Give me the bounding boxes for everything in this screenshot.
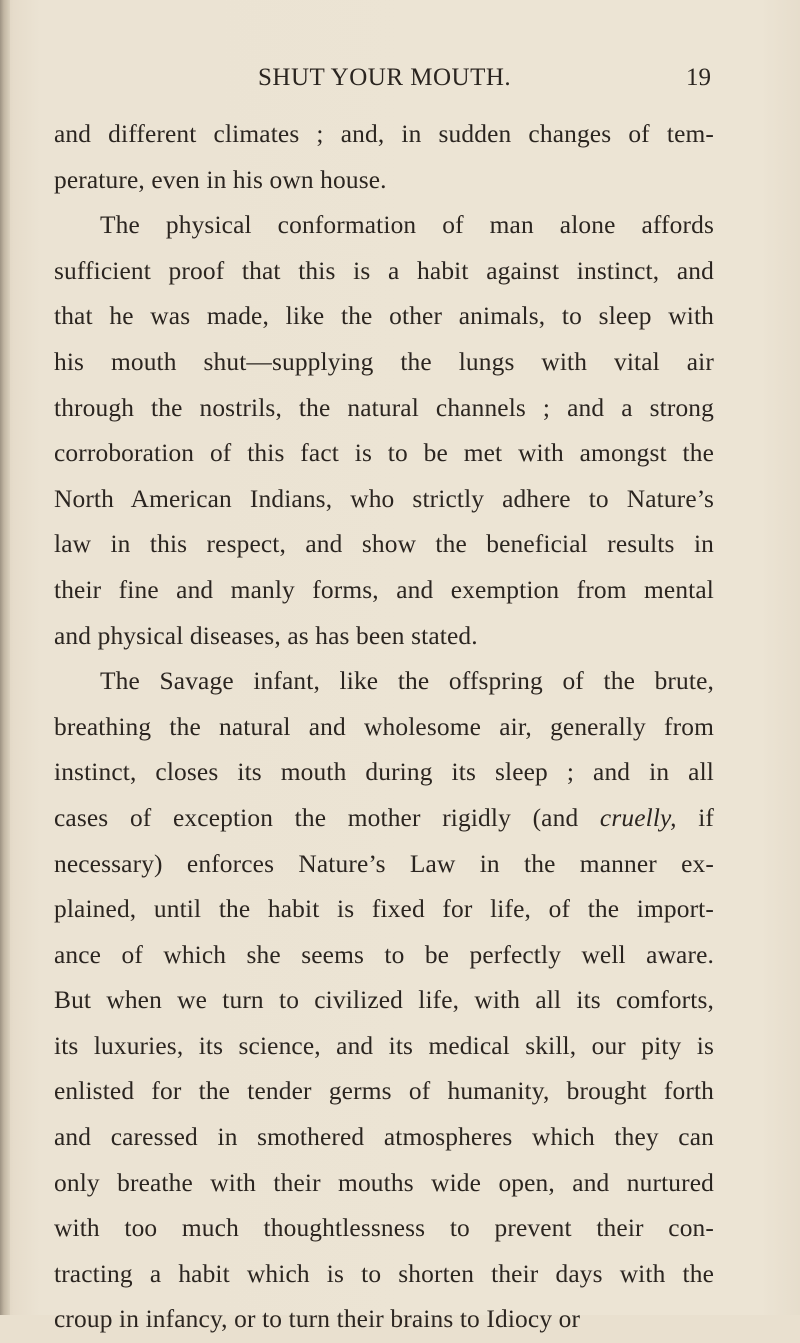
text-line: tracting a habit which is to shorten their days with the (54, 1259, 714, 1288)
text-line: with too much thoughtlessness to prevent their con- (54, 1214, 714, 1243)
text-line: croup in infancy, or to turn their brains to Idiocy or (54, 1305, 581, 1334)
text-line: that he was made, like the other animals, to sleep with (54, 302, 714, 331)
page-number: 19 (686, 64, 711, 91)
text-line: But when we turn to civilized life, with all its comforts, (54, 986, 714, 1015)
body-text (54, 112, 714, 1343)
text-line: their fine and manly forms, and exemption from mental (54, 575, 714, 604)
text-line: and caressed in smothered atmospheres which they can (54, 1123, 714, 1152)
text-line-tail: if (698, 803, 714, 832)
italic-emphasis: cruelly, (599, 803, 677, 832)
text-line: sufficient proof that this is a habit against instinct, and (54, 256, 714, 285)
text-line: instinct, closes its mouth during its sleep ; and in all (54, 758, 714, 787)
text-line: plained, until the habit is fixed for life, of the import- (54, 895, 714, 924)
binding-edge (0, 0, 10, 1315)
text-line: necessary) enforces Nature’s Law in the manner ex- (54, 849, 714, 878)
text-line-lead: cases of exception the mother rigidly (and (54, 803, 579, 832)
text-line: ance of which she seems to be perfectly well aware. (54, 940, 714, 969)
text-line: and different climates ; and, in sudden changes of tem- (54, 120, 714, 148)
text-line-with-italic (54, 796, 714, 842)
running-head (0, 58, 800, 98)
text-line: North American Indians, who strictly adhere to Nature’s (54, 484, 714, 513)
text-line: The physical conformation of man alone affords (100, 211, 714, 240)
text-line: The Savage infant, like the offspring of the brute, (100, 667, 714, 696)
text-line: only breathe with their mouths wide open, and nurtured (54, 1168, 714, 1197)
text-line: through the nostrils, the natural channels ; and a strong (54, 393, 714, 422)
text-line: perature, even in his own house. (54, 165, 387, 194)
text-line: law in this respect, and show the beneficial results in (54, 530, 714, 559)
text-line: his mouth shut—supplying the lungs with vital air (54, 347, 714, 376)
text-line: corroboration of this fact is to be met with amongst the (54, 439, 714, 468)
text-line: breathing the natural and wholesome air, generally from (54, 712, 714, 741)
text-line: its luxuries, its science, and its medical skill, our pity is (54, 1031, 714, 1060)
running-head-title: SHUT YOUR MOUTH. (258, 64, 512, 91)
text-line: enlisted for the tender germs of humanity, brought forth (54, 1077, 714, 1106)
text-line: and physical diseases, as has been stated. (54, 621, 478, 650)
